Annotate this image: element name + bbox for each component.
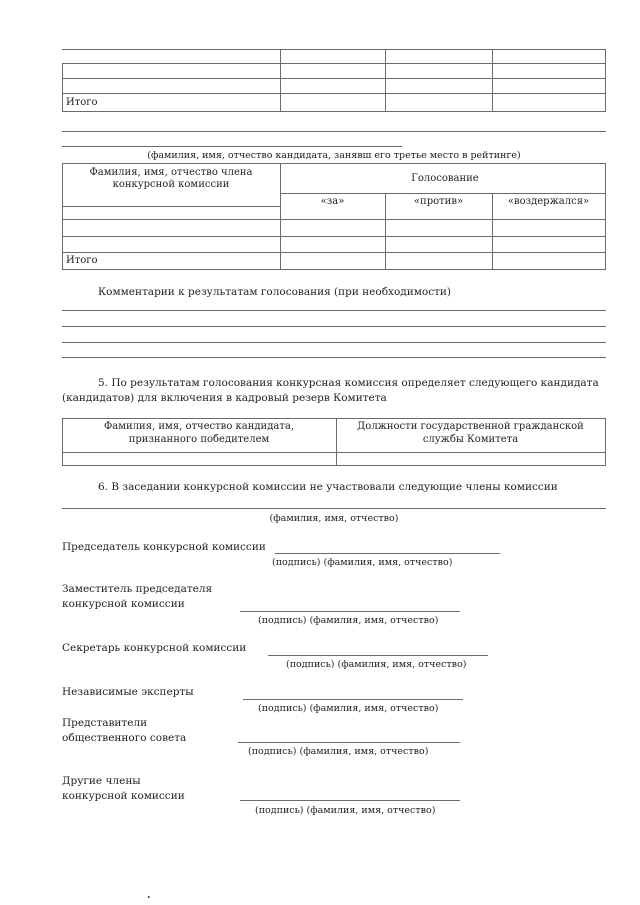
col-winner-name-line1: Фамилия, имя, отчество кандидата, bbox=[103, 421, 295, 432]
sig-label-line2: конкурсной комиссии bbox=[62, 598, 185, 610]
sig-label-line1: Секретарь конкурсной комиссии bbox=[62, 642, 247, 654]
col-position-line2: службы Комитета bbox=[422, 434, 519, 445]
sig-caption: (подпись) (фамилия, имя, отчество) bbox=[255, 805, 436, 816]
sig-caption: (подпись) (фамилия, имя, отчество) bbox=[286, 659, 467, 670]
sig-caption: (подпись) (фамилия, имя, отчество) bbox=[258, 703, 439, 714]
col-winner-name-line2: признанного победителем bbox=[128, 434, 270, 445]
section6-text: 6. В заседании конкурсной комиссии не участвовали следующие члены комиссии bbox=[98, 481, 558, 493]
sig-label-line2: общественного совета bbox=[62, 732, 187, 744]
sig-label-line1: Независимые эксперты bbox=[62, 686, 194, 698]
sig-label-line1: Другие члены bbox=[62, 775, 141, 787]
section6-caption: (фамилия, имя, отчество) bbox=[269, 513, 399, 524]
sig-caption: (подпись) (фамилия, имя, отчество) bbox=[272, 557, 453, 568]
table2-total-label: Итого bbox=[66, 255, 98, 266]
col-member-name-line1: Фамилия, имя, отчество члена bbox=[89, 167, 253, 178]
page-footer-mark: . bbox=[147, 890, 151, 901]
col-vote-against: «против» bbox=[413, 196, 464, 207]
section5-text-line2: (кандидатов) для включения в кадровый резерв Комитета bbox=[62, 392, 387, 404]
col-vote-for: «за» bbox=[320, 196, 345, 207]
sig-label-line1: Представители bbox=[62, 717, 148, 729]
sig-caption: (подпись) (фамилия, имя, отчество) bbox=[258, 615, 439, 626]
col-position-line1: Должности государственной гражданской bbox=[357, 421, 584, 432]
sig-label-line2: конкурсной комиссии bbox=[62, 790, 185, 802]
sig-label-line1: Председатель конкурсной комиссии bbox=[62, 541, 266, 553]
col-vote-abstain: «воздержался» bbox=[507, 196, 590, 207]
sig-caption: (подпись) (фамилия, имя, отчество) bbox=[248, 746, 429, 757]
table1-total-label: Итого bbox=[66, 97, 98, 108]
comments-label: Комментарии к результатам голосования (при необходимости) bbox=[98, 286, 452, 298]
sig-label-line1: Заместитель председателя bbox=[62, 583, 213, 595]
col-member-name-line2: конкурсной комиссии bbox=[112, 179, 230, 190]
col-voting: Голосование bbox=[411, 173, 479, 184]
third-place-caption: (фамилия, имя, отчество кандидата, занявш его третье место в рейтинге) bbox=[147, 150, 521, 161]
section5-text-line1: 5. По результатам голосования конкурсная комиссия определяет следующего кандидата bbox=[98, 377, 599, 389]
